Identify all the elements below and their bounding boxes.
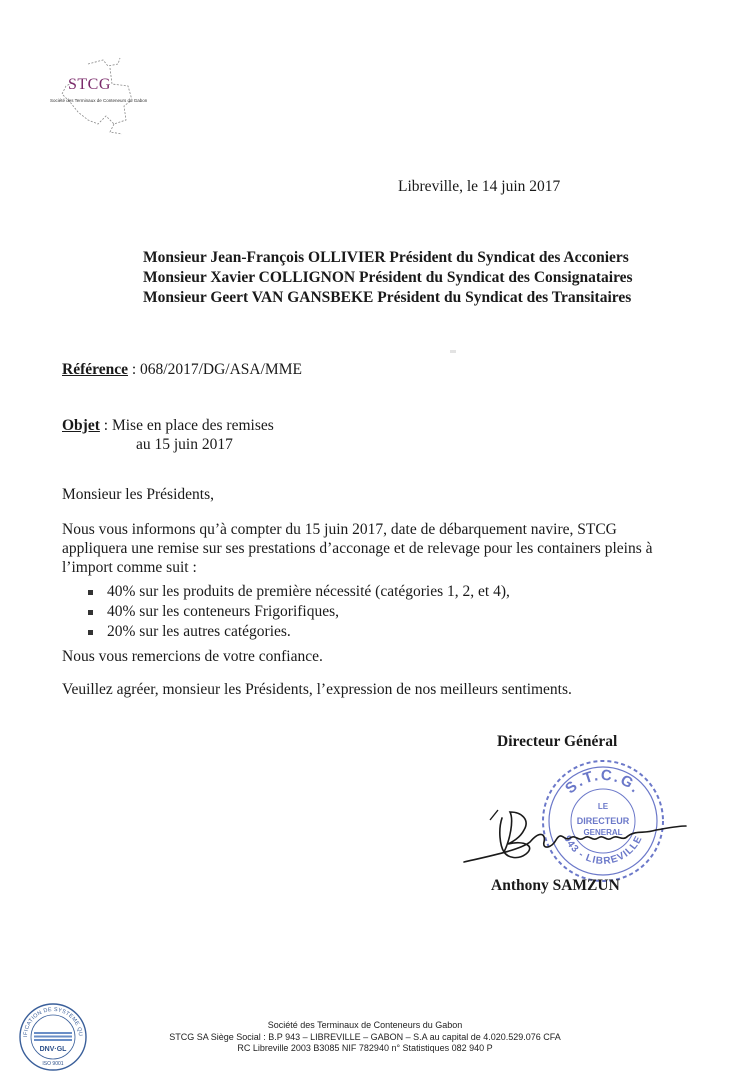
list-item: 20% sur les autres catégories. [88,622,510,642]
object-label: Objet [62,417,100,434]
cert-ring-text: IFICATION DE SYSTEME QU [22,1006,84,1038]
list-item: 40% sur les conteneurs Frigorifiques, [88,602,510,622]
logo-subtitle: Société des Terminaux de Conteneurs du Gabon [50,98,148,103]
discount-list [88,582,510,642]
bullet-square-icon [88,610,93,615]
stamp-directeur: DIRECTEUR [576,816,630,826]
company-logo [48,54,158,142]
scan-speck [450,350,456,353]
footer-line: STCG SA Siège Social : B.P 943 – LIBREVILLE – GABON – S.A au capital de 4.020.529.076 CFA [169,1031,561,1042]
footer-line: RC Libreville 2003 B3085 NIF 782940 n° Statistiques 082 940 P [237,1043,493,1053]
stamp-bottom-text: 943 - LIBREVILLE [561,833,645,868]
list-item: 40% sur les produits de première nécessité (catégories 1, 2, et 4), [88,582,510,602]
date-line: Libreville, le 14 juin 2017 [398,178,561,195]
stamp-top-text: S.T.C.G. [562,766,645,798]
bullet-square-icon [88,590,93,595]
recipient-line: Monsieur Jean-François OLLIVIER Président du Syndicat des Acconiers [143,249,629,266]
recipients-block [143,248,633,308]
closing-line: Veuillez agréer, monsieur les Présidents, l’expression de nos meilleurs sentiments. [62,681,572,698]
cert-brand: DNV·GL [39,1046,67,1053]
stamp-le: LE [597,802,609,811]
body-paragraph: Nous vous informons qu’à compter du 15 juin 2017, date de débarquement navire, STCG appliquera une remise sur ses prestations d’acconage et de relevage pour les containers pleins à l’import comme suit : [62,521,653,576]
stamp-general: GENERAL [583,828,623,837]
object-line-1: : Mise en place des remises [99,417,274,434]
cert-standard: ISO 9001 [42,1061,64,1067]
svg-text:CERTIFICATION DE SYSTEME QUALI [18,1002,83,1037]
logo-text: STCG [68,76,111,93]
signer-name: Anthony SAMZUN [491,877,620,894]
footer [140,1020,590,1055]
recipient-line: Monsieur Xavier COLLIGNON Président du Syndicat des Consignataires [143,269,633,286]
object-block [62,416,274,454]
reference-label: Référence [62,361,128,378]
reference-value: : 068/2017/DG/ASA/MME [127,361,302,378]
thanks-line: Nous vous remercions de votre confiance. [62,648,323,665]
reference-line [62,361,302,379]
footer-line: Société des Terminaux de Conteneurs du Gabon [267,1020,463,1030]
signer-title: Directeur Général [497,733,618,750]
iso-certification-badge [18,1002,88,1072]
greeting: Monsieur les Présidents, [62,486,214,503]
bullet-square-icon [88,630,93,635]
handwritten-signature [460,790,690,870]
object-line-2: au 15 juin 2017 [136,436,233,453]
recipient-line: Monsieur Geert VAN GANSBEKE Président du Syndicat des Transitaires [143,289,632,306]
